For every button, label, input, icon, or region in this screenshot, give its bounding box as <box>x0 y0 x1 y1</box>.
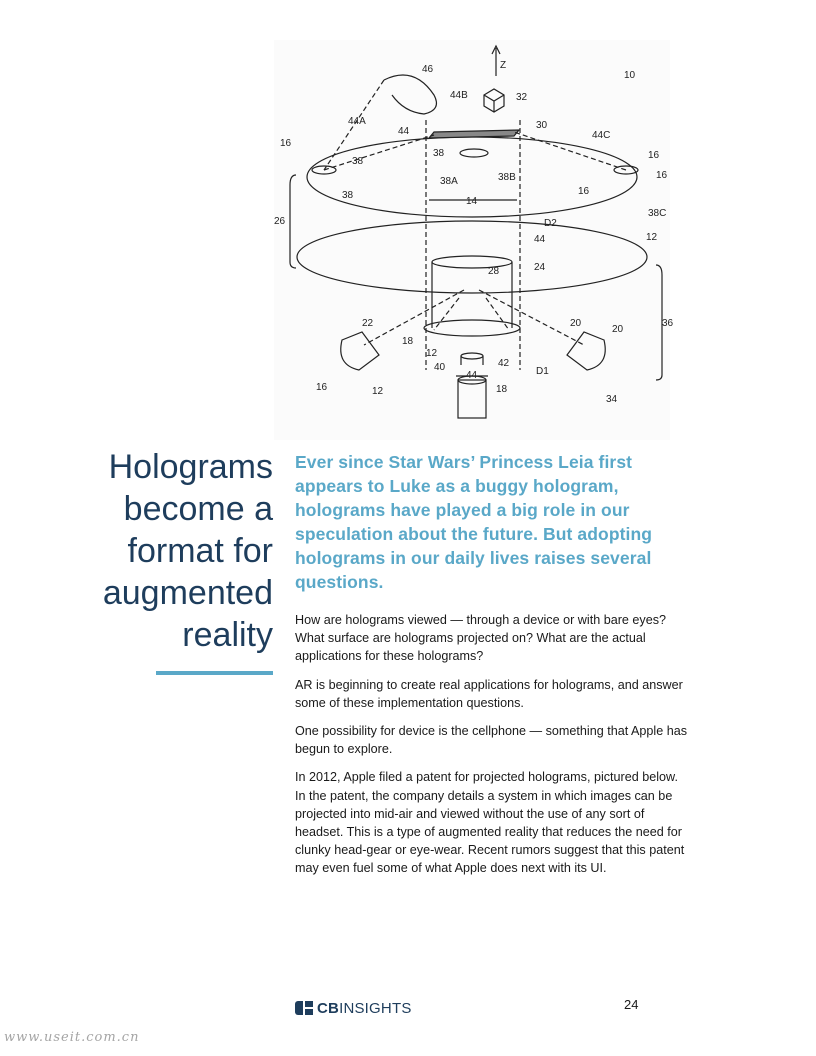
heading-line: augmented <box>102 574 273 612</box>
figure-label: 44 <box>466 370 478 381</box>
heading-line: become a <box>123 490 273 528</box>
figure-label: 44A <box>348 116 366 127</box>
cbinsights-logo <box>295 998 412 1018</box>
lead-paragraph: Ever since Star Wars’ Princess Leia first appears to Luke as a buggy hologram, holograms have played a big role in our speculation about the future. But adopting holograms in our daily lives raises several questions. <box>295 452 653 592</box>
figure-label: 20 <box>570 318 582 329</box>
figure-label: 38 <box>433 148 445 159</box>
hologram-patent-drawing <box>274 40 674 440</box>
heading-underline <box>156 671 273 675</box>
figure-label: D1 <box>536 366 549 377</box>
paragraph: How are holograms viewed — through a device or with bare eyes? What surface are holograms projected on? What are the actual applications for these holograms? <box>295 613 667 664</box>
heading-line: Holograms <box>108 448 273 486</box>
watermark: www.useit.com.cn <box>4 1030 140 1045</box>
figure-label: 18 <box>496 384 508 395</box>
figure-label: 20 <box>612 324 624 335</box>
heading-line: format for <box>127 532 273 570</box>
figure-label: 44C <box>592 130 611 141</box>
cbinsights-logo-icon <box>295 1001 313 1015</box>
figure-label: 16 <box>578 186 590 197</box>
figure-label: 38A <box>440 176 458 187</box>
figure-label: 24 <box>534 262 546 273</box>
figure-label: 12 <box>646 232 658 243</box>
figure-label: 44 <box>398 126 410 137</box>
body-text <box>295 611 690 888</box>
figure-label: 16 <box>280 138 292 149</box>
paragraph: One possibility for device is the cellphone — something that Apple has begun to explore. <box>295 724 688 757</box>
cbinsights-logo-text: CBINSIGHTS <box>317 999 412 1017</box>
heading-line: reality <box>182 616 273 654</box>
paragraph: AR is beginning to create real applications for holograms, and answer some of these implementation questions. <box>295 677 683 710</box>
patent-figure <box>274 40 674 440</box>
figure-label: 36 <box>662 318 674 329</box>
figure-label: 34 <box>606 394 618 405</box>
figure-label: 30 <box>536 120 548 131</box>
figure-label: 14 <box>466 196 478 207</box>
figure-label: 44B <box>450 90 468 101</box>
figure-label: 28 <box>488 266 500 277</box>
figure-label: 46 <box>422 64 434 75</box>
figure-label: 10 <box>624 70 636 81</box>
figure-label: 16 <box>648 150 660 161</box>
figure-label: 12 <box>426 348 438 359</box>
figure-label: 22 <box>362 318 374 329</box>
section-heading <box>90 446 273 656</box>
figure-label: 16 <box>656 170 668 181</box>
figure-label: 32 <box>516 92 528 103</box>
figure-label: 44 <box>534 234 546 245</box>
figure-label: 38 <box>342 190 354 201</box>
figure-label: 16 <box>316 382 328 393</box>
figure-label: 38B <box>498 172 516 183</box>
figure-label: D2 <box>544 218 557 229</box>
page-number: 24 <box>624 997 639 1012</box>
figure-label: 12 <box>372 386 384 397</box>
figure-label: 38C <box>648 208 667 219</box>
figure-label: 42 <box>498 358 510 369</box>
paragraph: In 2012, Apple filed a patent for projected holograms, pictured below. In the patent, the company details a system in which images can be projected into mid-air and viewed without the use of any sort of headset. This is a type of augmented reality that reduces the need for clunky head-gear or eye-wear. Recent rumors suggest that this patent may even fuel some of what Apple does next with its UI. <box>295 770 685 876</box>
figure-label: Z <box>500 60 507 71</box>
figure-label: 18 <box>402 336 414 347</box>
figure-label: 40 <box>434 362 446 373</box>
figure-label: 26 <box>274 216 286 227</box>
figure-label: 38 <box>352 156 364 167</box>
